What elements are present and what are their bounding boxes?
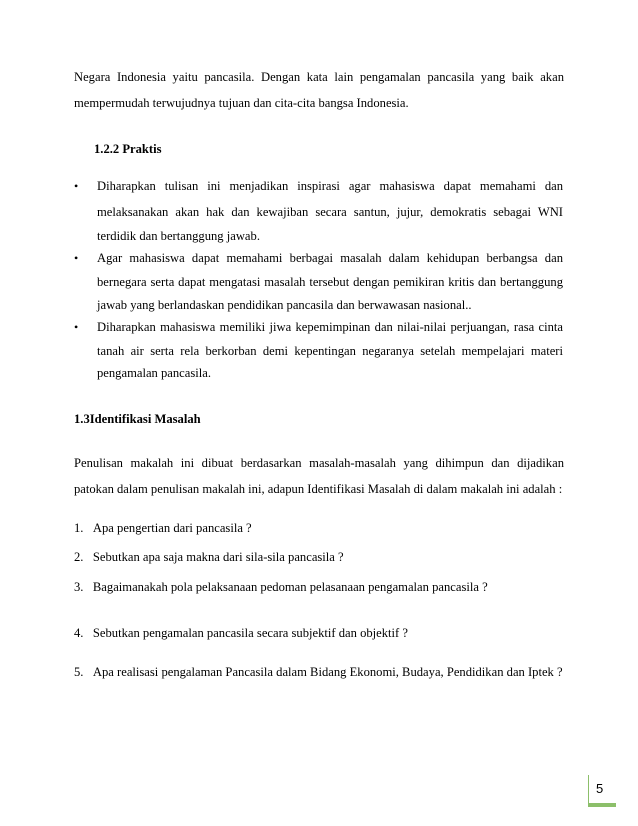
page-number-divider [588, 775, 589, 803]
identifikasi-para-line-1: Penulisan makalah ini dibuat berdasarkan masalah-masalah yang dihimpun dan dijadikan [74, 456, 564, 470]
list-item [74, 626, 408, 641]
list-item [74, 580, 488, 595]
bullet-1-line-3: terdidik dan bertanggung jawab. [97, 229, 260, 243]
bullet-2-line-3: jawab yang berlandaskan pendidikan pancasila dan berwawasan nasional.. [97, 298, 472, 312]
identifikasi-para-line-2: patokan dalam penulisan makalah ini, adapun Identifikasi Masalah di dalam makalah ini adalah : [74, 482, 563, 496]
intro-line-1: Negara Indonesia yaitu pancasila. Dengan kata lain pengamalan pancasila yang baik akan [74, 70, 564, 84]
page-number-box [588, 775, 614, 803]
list-item-number: 5. [74, 665, 84, 679]
intro-line-2: mempermudah terwujudnya tujuan dan cita-cita bangsa Indonesia. [74, 96, 409, 110]
list-item [74, 550, 344, 565]
section-heading-praktis: 1.2.2 Praktis [94, 142, 162, 156]
page-number-accent-bar [588, 803, 616, 807]
page-number: 5 [596, 781, 604, 796]
list-item-number: 2. [74, 550, 84, 564]
bullet-3-line-2: tanah air serta rela berkorban demi kepentingan negaranya setelah mempelajari materi [97, 344, 563, 358]
bullet-3-line-1: Diharapkan mahasiswa memiliki jiwa kepemimpinan dan nilai-nilai perjuangan, rasa cinta [97, 320, 563, 334]
list-item-text: Apa realisasi pengalaman Pancasila dalam Bidang Ekonomi, Budaya, Pendidikan dan Iptek ? [92, 665, 563, 679]
bullet-2-line-1: Agar mahasiswa dapat memahami berbagai masalah dalam kehidupan berbangsa dan [97, 251, 563, 265]
bullet-icon: • [74, 320, 79, 334]
list-item-text: Sebutkan apa saja makna dari sila-sila pancasila ? [92, 550, 344, 564]
bullet-1-line-2: melaksanakan akan hak dan kewajiban secara santun, jujur, demokratis sebagai WNI [97, 205, 563, 219]
list-item-number: 1. [74, 521, 84, 535]
list-item-text: Bagaimanakah pola pelaksanaan pedoman pelasanaan pengamalan pancasila ? [92, 580, 488, 594]
section-heading-identifikasi: 1.3Identifikasi Masalah [74, 412, 201, 426]
list-item [74, 521, 252, 536]
list-item [74, 665, 563, 680]
bullet-1-line-1: Diharapkan tulisan ini menjadikan inspirasi agar mahasiswa dapat memahami dan [97, 179, 563, 193]
bullet-icon: • [74, 251, 79, 265]
bullet-icon: • [74, 179, 79, 193]
list-item-number: 4. [74, 626, 84, 640]
list-item-text: Sebutkan pengamalan pancasila secara subjektif dan objektif ? [92, 626, 408, 640]
list-item-number: 3. [74, 580, 84, 594]
list-item-text: Apa pengertian dari pancasila ? [92, 521, 252, 535]
bullet-3-line-3: pengamalan pancasila. [97, 366, 211, 380]
bullet-2-line-2: bernegara serta dapat mengatasi masalah tersebut dengan pemikiran kritis dan bertanggung [97, 275, 563, 289]
